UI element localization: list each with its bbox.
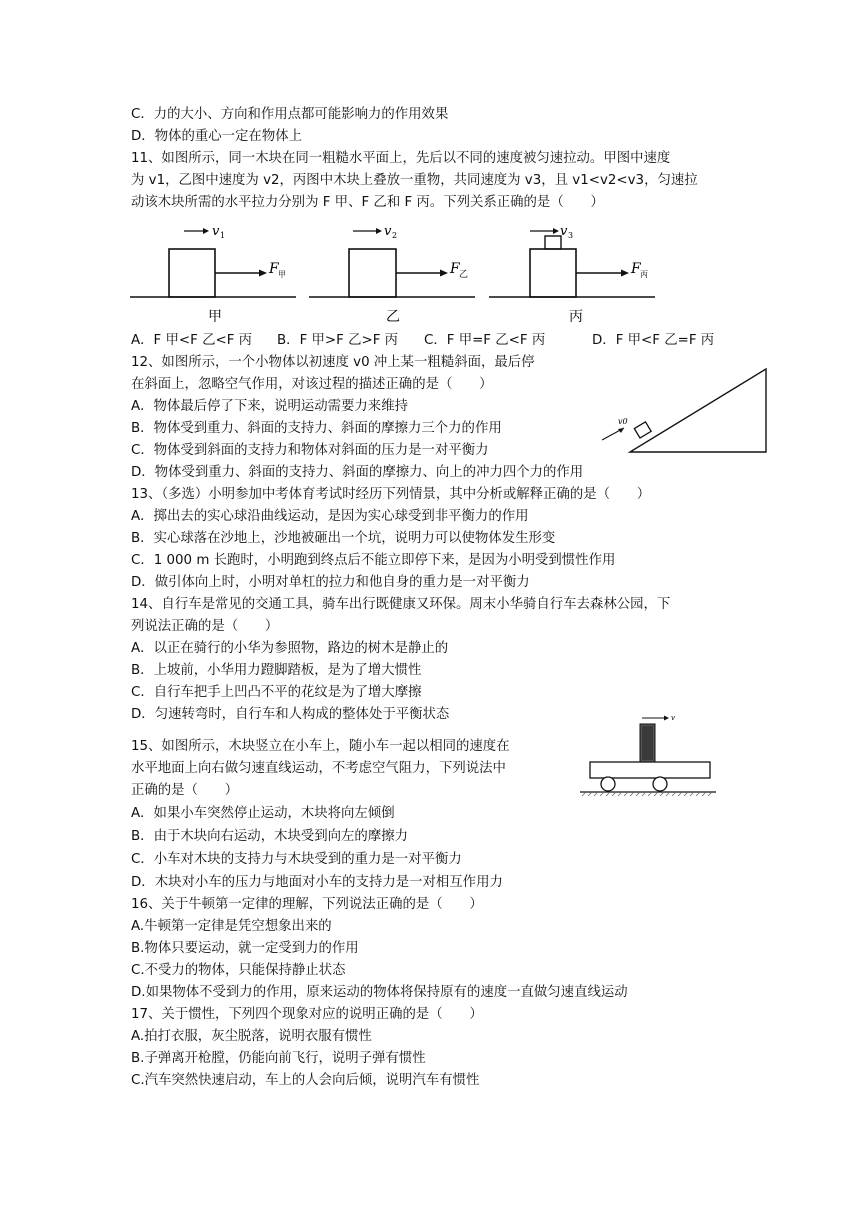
text-line: 13、（多选）小明参加中考体育考试时经历下列情景，其中分析或解释正确的是（ ）	[131, 487, 651, 502]
figure-bing	[489, 224, 655, 325]
q11-figure	[128, 216, 698, 330]
text-line: D．匀速转弯时，自行车和人构成的整体处于平衡状态	[131, 707, 450, 722]
text-line: C.不受力的物体，只能保持静止状态	[131, 963, 346, 978]
caption-bing: 丙	[569, 309, 583, 325]
text-line: C．1 000 m 长跑时，小明跑到终点后不能立即停下来，是因为小明受到惯性作用	[131, 553, 616, 568]
incline-figure	[596, 364, 772, 458]
f1-sub: 甲	[278, 270, 286, 279]
text-line: C．自行车把手上凹凸不平的花纹是为了增大摩擦	[131, 685, 422, 700]
f2-sub: 乙	[459, 270, 469, 280]
f2-label: F	[450, 261, 460, 277]
text-line: 动该木块所需的水平拉力分别为 F 甲、F 乙和 F 丙。下列关系正确的是（ ）	[131, 195, 604, 210]
text-line: 14、自行车是常见的交通工具，骑车出行既健康又环保。周末小华骑自行车去森林公园，下	[131, 597, 671, 612]
text-line: 为 v1，乙图中速度为 v2，丙图中木块上叠放一重物，共同速度为 v3，且 v1<v2<v3，匀速拉	[131, 173, 698, 188]
caption-jia: 甲	[208, 309, 222, 325]
text-line: A．以正在骑行的小华为参照物，路边的树木是静止的	[131, 641, 449, 656]
option-c: C．F 甲=F 乙<F 丙	[424, 333, 546, 348]
text-line: 16、关于牛顿第一定律的理解，下列说法正确的是（ ）	[131, 897, 483, 912]
text-line: B．物体受到重力、斜面的支持力、斜面的摩擦力三个力的作用	[131, 421, 502, 436]
text-line: B．由于木块向右运动，木块受到向左的摩擦力	[131, 829, 408, 844]
text-line: C．力的大小、方向和作用点都可能影响力的作用效果	[131, 107, 449, 122]
text-line: D．做引体向上时，小明对单杠的拉力和他自身的重力是一对平衡力	[131, 575, 530, 590]
text-line: 列说法正确的是（ ）	[131, 619, 279, 634]
text-line: 11、如图所示，同一木块在同一粗糙水平面上，先后以不同的速度被匀速拉动。甲图中速度	[131, 151, 671, 166]
text-line: A.拍打衣服，灰尘脱落，说明衣服有惯性	[131, 1029, 372, 1044]
caption-yi: 乙	[386, 309, 400, 325]
text-line: D．物体的重心一定在物体上	[131, 129, 302, 144]
text-line: A.牛顿第一定律是凭空想象出来的	[131, 919, 332, 934]
text-line: 15、如图所示，木块竖立在小车上，随小车一起以相同的速度在	[131, 739, 510, 754]
v2-label: v	[384, 224, 392, 239]
text-line: B.物体只要运动，就一定受到力的作用	[131, 941, 359, 956]
text-line: A．如果小车突然停止运动，木块将向左倾倒	[131, 806, 395, 821]
f3-label: F	[631, 261, 641, 277]
text-line: 水平地面上向右做匀速直线运动，不考虑空气阻力，下列说法中	[131, 761, 506, 776]
v1-sub: 1	[220, 231, 226, 240]
f3-sub: 丙	[640, 270, 648, 279]
option-b: B．F 甲>F 乙>F 丙	[277, 333, 399, 348]
text-line: C．小车对木块的支持力与木块受到的重力是一对平衡力	[131, 852, 462, 867]
text-line: D.如果物体不受到力的作用，原来运动的物体将保持原有的速度一直做匀速直线运动	[131, 985, 628, 1000]
text-line: A．掷出去的实心球沿曲线运动，是因为实心球受到非平衡力的作用	[131, 509, 529, 524]
v3-sub: 3	[568, 231, 574, 240]
figure-yi	[309, 224, 475, 325]
figure-jia	[130, 224, 296, 325]
cart-figure	[578, 712, 722, 798]
text-line: 17、关于惯性，下列四个现象对应的说明正确的是（ ）	[131, 1007, 483, 1022]
option-d: D．F 甲<F 乙=F 丙	[592, 333, 715, 348]
v3-label: v	[560, 224, 568, 239]
text-line: 12、如图所示，一个小物体以初速度 v0 冲上某一粗糙斜面，最后停	[131, 355, 535, 370]
text-line: D．木块对小车的压力与地面对小车的支持力是一对相互作用力	[131, 875, 503, 890]
option-a: A．F 甲<F 乙<F 丙	[131, 333, 253, 348]
text-line: B．上坡前，小华用力蹬脚踏板，是为了增大惯性	[131, 663, 422, 678]
text-line: C．物体受到斜面的支持力和物体对斜面的压力是一对平衡力	[131, 443, 489, 458]
text-line: 正确的是（ ）	[131, 783, 239, 798]
text-line: 在斜面上，忽略空气作用，对该过程的描述正确的是（ ）	[131, 377, 493, 392]
v2-sub: 2	[392, 231, 398, 240]
text-line: D．物体受到重力、斜面的支持力、斜面的摩擦力、向上的冲力四个力的作用	[131, 465, 584, 480]
text-line: A．物体最后停了下来，说明运动需要力来维持	[131, 399, 408, 414]
text-line: B．实心球落在沙地上，沙地被砸出一个坑，说明力可以使物体发生形变	[131, 531, 556, 546]
text-line: C.汽车突然快速启动，车上的人会向后倾，说明汽车有惯性	[131, 1073, 480, 1088]
f1-label: F	[269, 261, 279, 277]
v1-label: v	[212, 224, 220, 239]
text-line: B.子弹离开枪膛，仍能向前飞行，说明子弹有惯性	[131, 1051, 426, 1066]
v-label: v	[671, 714, 675, 722]
v0-label: v0	[618, 417, 628, 426]
